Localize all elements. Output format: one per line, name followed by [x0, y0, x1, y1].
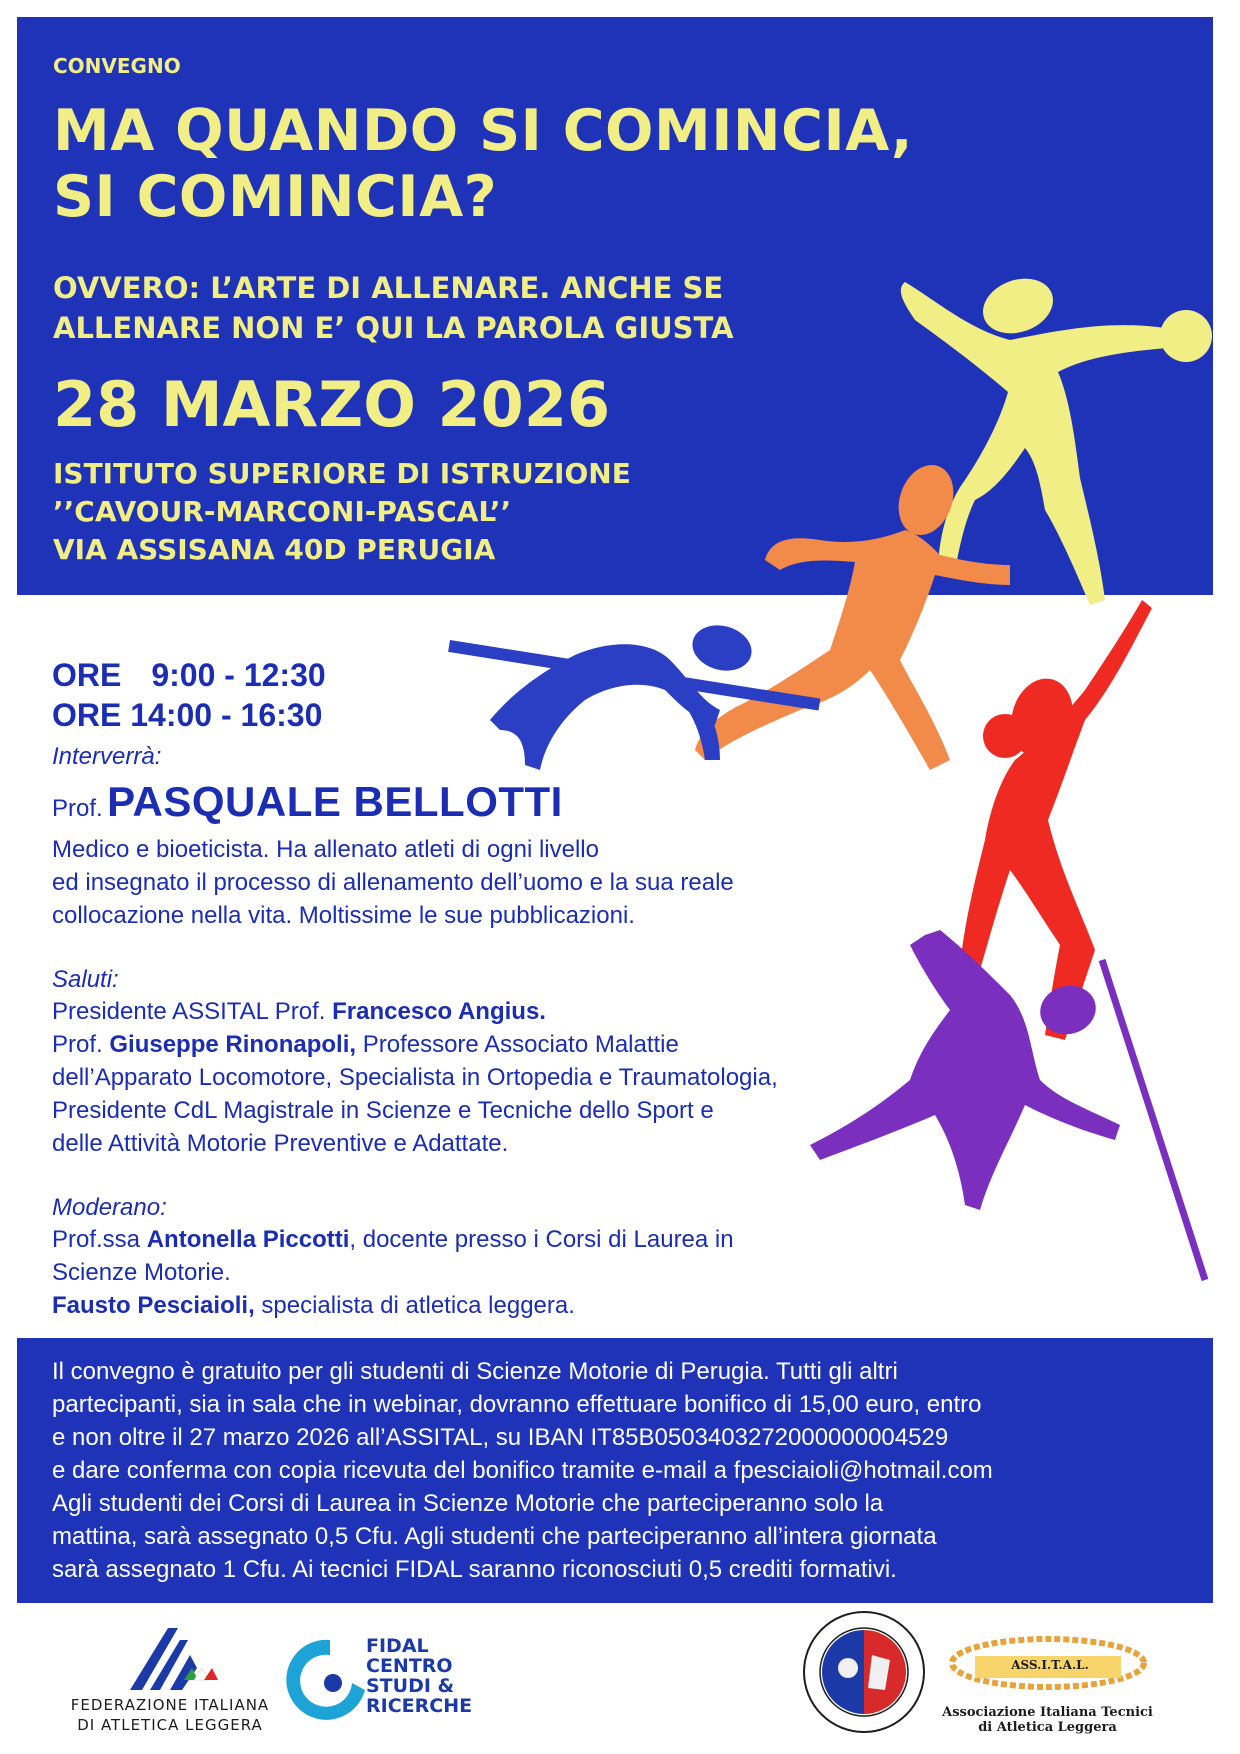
- registration-info: [52, 1355, 1212, 1586]
- bio-line: Medico e bioeticista. Ha allenato atleti di ogni livello: [52, 836, 599, 863]
- moderator-name: Fausto Pesciaioli,: [52, 1292, 255, 1319]
- schedule: [52, 655, 326, 735]
- bio-line: ed insegnato il processo di allenamento dell’uomo e la sua reale: [52, 869, 734, 896]
- assital-mark: ASS.I.T.A.L.: [1011, 1658, 1089, 1672]
- assital-logo-text: [940, 1705, 1155, 1735]
- assital-line: di Atletica Leggera: [978, 1720, 1117, 1735]
- moderator-text: Prof.ssa: [52, 1226, 147, 1253]
- greetings-line: [52, 995, 952, 1028]
- speaker-name: [52, 778, 563, 826]
- venue-line-1: ISTITUTO SUPERIORE DI ISTRUZIONE: [53, 457, 631, 490]
- schedule-morning: [52, 655, 326, 695]
- fidal-line: DI ATLETICA LEGGERA: [77, 1716, 263, 1734]
- ore-label: ORE: [52, 657, 122, 693]
- moderators-label: Moderano:: [52, 1194, 167, 1221]
- university-seal-icon: [804, 1612, 924, 1732]
- greeting-text: Presidente ASSITAL Prof.: [52, 998, 333, 1025]
- greeting-name: Giuseppe Rinonapoli,: [109, 1031, 357, 1058]
- event-date: 28 MARZO 2026: [53, 368, 611, 441]
- schedule-afternoon: ORE 14:00 - 16:30: [52, 697, 323, 733]
- info-line: e non oltre il 27 marzo 2026 all’ASSITAL, su IBAN IT85B0503403272000000004529: [52, 1424, 949, 1451]
- morning-hours: 9:00 - 12:30: [151, 657, 326, 693]
- csr-line: STUDI &: [366, 1675, 455, 1697]
- subtitle-line-1: OVVERO: L’ARTE DI ALLENARE. ANCHE SE: [53, 271, 724, 305]
- speaker-prefix: Prof.: [52, 795, 103, 822]
- venue-line-2: ’’CAVOUR-MARCONI-PASCAL’’: [53, 495, 512, 528]
- info-line: Agli studenti dei Corsi di Laurea in Scienze Motorie che parteciperanno solo la: [52, 1490, 884, 1517]
- greetings-line: [52, 1028, 952, 1061]
- greetings-label: Saluti:: [52, 966, 119, 993]
- moderator-line: [52, 1289, 952, 1322]
- speaker-label: Interverrà:: [52, 743, 162, 770]
- moderator-text: specialista di atletica leggera.: [254, 1292, 575, 1319]
- subtitle-line-2: ALLENARE NON E’ QUI LA PAROLA GIUSTA: [53, 311, 734, 345]
- info-line: Il convegno è gratuito per gli studenti di Scienze Motorie di Perugia. Tutti gli altri: [52, 1358, 898, 1385]
- greetings-line: dell’Apparato Locomotore, Specialista in Ortopedia e Traumatologia,: [52, 1064, 778, 1091]
- greeting-name: Francesco Angius.: [332, 998, 546, 1025]
- bio-line: collocazione nella vita. Moltissime le sue pubblicazioni.: [52, 902, 635, 929]
- greeting-text: Professore Associato Malattie: [356, 1031, 679, 1058]
- moderators-section: [52, 1193, 952, 1322]
- csr-line: FIDAL: [366, 1635, 429, 1657]
- csr-line: CENTRO: [366, 1655, 453, 1677]
- greetings-line: Presidente CdL Magistrale in Scienze e Tecniche dello Sport e: [52, 1097, 714, 1124]
- info-line: e dare conferma con copia ricevuta del bonifico tramite e-mail a fpesciaioli@hotmail.com: [52, 1457, 993, 1484]
- speaker-fullname: PASQUALE BELLOTTI: [107, 778, 563, 825]
- yellow-thrower-figure: [901, 269, 1212, 605]
- assital-line: Associazione Italiana Tecnici: [942, 1705, 1153, 1720]
- greetings-line: delle Attività Motorie Preventive e Adattate.: [52, 1130, 509, 1157]
- moderator-name: Antonella Piccotti: [146, 1226, 350, 1253]
- venue-line-3: VIA ASSISANA 40D PERUGIA: [53, 533, 496, 566]
- speaker-bio: [52, 833, 932, 932]
- fidal-line: FEDERAZIONE ITALIANA: [70, 1696, 270, 1714]
- greetings-section: [52, 965, 952, 1160]
- csr-line: RICERCHE: [366, 1695, 473, 1717]
- title-line-2: SI COMINCIA?: [53, 164, 498, 230]
- fidal-logo-text: [70, 1695, 270, 1735]
- greeting-text: Prof.: [52, 1031, 110, 1058]
- centro-studi-text: [366, 1636, 472, 1716]
- info-line: mattina, sarà assegnato 0,5 Cfu. Agli studenti che parteciperanno all’intera giornata: [52, 1523, 937, 1550]
- info-line: partecipanti, sia in sala che in webinar, dovranno effettuare bonifico di 15,00 euro, entro: [52, 1391, 982, 1418]
- fidal-logo-icon: [130, 1628, 218, 1690]
- event-type-label: CONVEGNO: [53, 54, 181, 78]
- title-line-1: MA QUANDO SI COMINCIA,: [53, 98, 913, 164]
- centro-studi-logo-icon: [286, 1640, 365, 1720]
- info-line: sarà assegnato 1 Cfu. Ai tecnici FIDAL saranno riconosciuti 0,5 crediti formativi.: [52, 1556, 897, 1583]
- moderator-line: Scienze Motorie.: [52, 1259, 231, 1286]
- blue-highjumper-figure: [448, 619, 820, 770]
- moderator-text: , docente presso i Corsi di Laurea in: [349, 1226, 734, 1253]
- moderator-line: [52, 1223, 952, 1256]
